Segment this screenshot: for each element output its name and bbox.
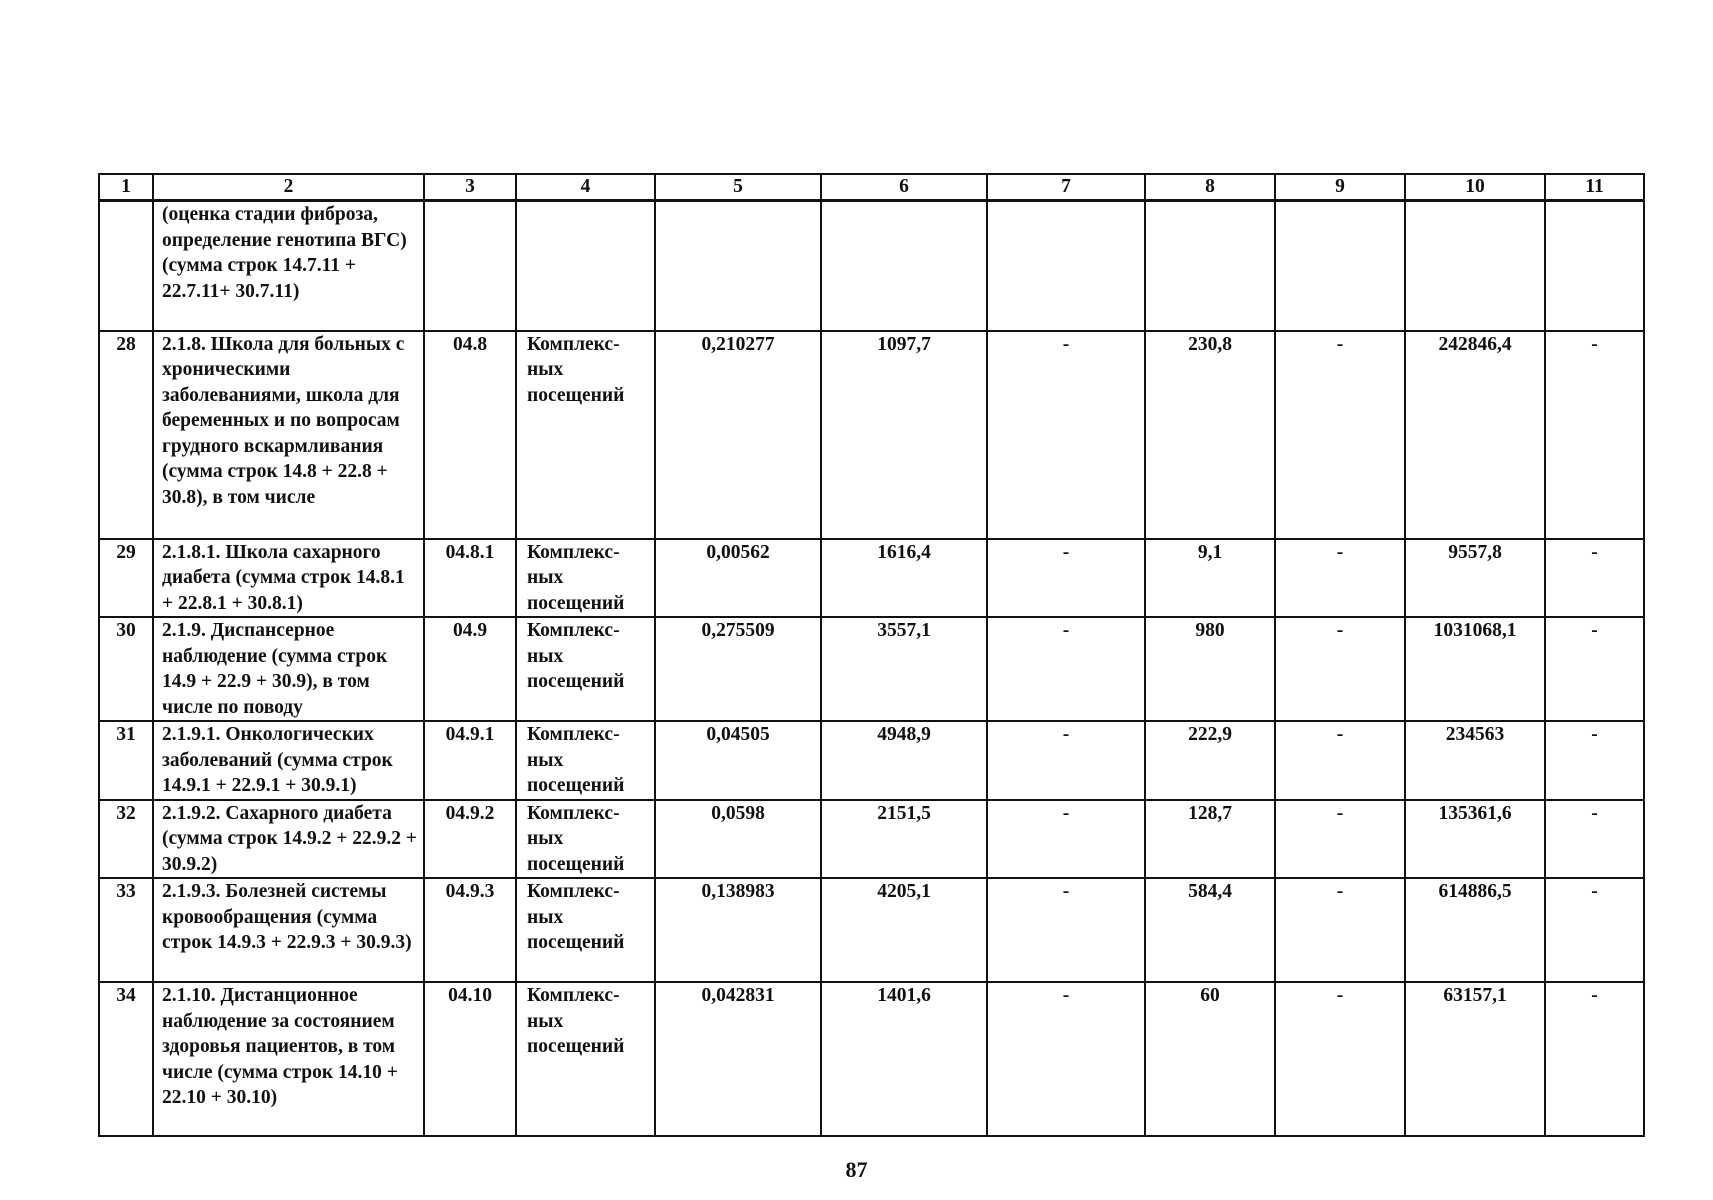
cell-col9: - <box>1275 539 1405 618</box>
cell-col6: 2151,5 <box>821 800 987 879</box>
cell-col10: 135361,6 <box>1405 800 1545 879</box>
row-description: 2.1.9.2. Сахарного диабета (сумма строк 14.9.2 + 22.9.2 + 30.9.2) <box>153 800 424 879</box>
cell-col7: - <box>987 331 1145 539</box>
row-number: 34 <box>99 982 153 1136</box>
cell-col10: 242846,4 <box>1405 331 1545 539</box>
cell-col5 <box>655 201 821 331</box>
cell-col5: 0,00562 <box>655 539 821 618</box>
cell-col10 <box>1405 201 1545 331</box>
cell-col5: 0,0598 <box>655 800 821 879</box>
table-row <box>99 878 1644 982</box>
cell-col11: - <box>1545 539 1644 618</box>
cell-col11: - <box>1545 982 1644 1136</box>
cell-col8: 230,8 <box>1145 331 1275 539</box>
row-code: 04.9.1 <box>424 721 516 800</box>
cell-col11: - <box>1545 331 1644 539</box>
cell-col7 <box>987 201 1145 331</box>
cell-col5: 0,042831 <box>655 982 821 1136</box>
cell-col6: 3557,1 <box>821 617 987 721</box>
cell-col9: - <box>1275 878 1405 982</box>
page-number: 87 <box>845 1157 868 1182</box>
cell-col8: 222,9 <box>1145 721 1275 800</box>
row-unit: Комплекс-ных посещений <box>516 721 655 800</box>
row-unit: Комплекс-ных посещений <box>516 539 655 618</box>
column-header: 6 <box>821 174 987 201</box>
column-header: 8 <box>1145 174 1275 201</box>
row-code: 04.10 <box>424 982 516 1136</box>
column-header: 4 <box>516 174 655 201</box>
row-description: (оценка стадии фиброза, определение генотипа ВГС) (сумма строк 14.7.11 + 22.7.11+ 30.7.11) <box>153 201 424 331</box>
row-description: 2.1.9. Диспансерное наблюдение (сумма строк 14.9 + 22.9 + 30.9), в том числе по поводу <box>153 617 424 721</box>
row-code: 04.9.2 <box>424 800 516 879</box>
cell-col9: - <box>1275 721 1405 800</box>
row-unit: Комплекс-ных посещений <box>516 800 655 879</box>
row-description: 2.1.9.3. Болезней системы кровообращения (сумма строк 14.9.3 + 22.9.3 + 30.9.3) <box>153 878 424 982</box>
cell-col9: - <box>1275 617 1405 721</box>
column-header: 9 <box>1275 174 1405 201</box>
row-description: 2.1.8. Школа для больных с хроническими заболеваниями, школа для беременных и по вопросам грудного вскармливания (сумма строк 14.8 + 22.8 + 30.8), в том числе <box>153 331 424 539</box>
cell-col6: 1097,7 <box>821 331 987 539</box>
cell-col7: - <box>987 800 1145 879</box>
cell-col9: - <box>1275 800 1405 879</box>
row-code: 04.9.3 <box>424 878 516 982</box>
cell-col5: 0,275509 <box>655 617 821 721</box>
cell-col8: 980 <box>1145 617 1275 721</box>
row-code: 04.8 <box>424 331 516 539</box>
column-header: 1 <box>99 174 153 201</box>
table-row <box>99 331 1644 539</box>
cell-col6: 1616,4 <box>821 539 987 618</box>
row-number: 33 <box>99 878 153 982</box>
row-unit: Комплекс-ных посещений <box>516 331 655 539</box>
cell-col10: 1031068,1 <box>1405 617 1545 721</box>
cell-col7: - <box>987 982 1145 1136</box>
cell-col8: 584,4 <box>1145 878 1275 982</box>
data-table <box>98 173 1645 1137</box>
cell-col7: - <box>987 617 1145 721</box>
cell-col6: 1401,6 <box>821 982 987 1136</box>
cell-col10: 234563 <box>1405 721 1545 800</box>
row-number: 30 <box>99 617 153 721</box>
cell-col8 <box>1145 201 1275 331</box>
cell-col11: - <box>1545 800 1644 879</box>
column-header: 10 <box>1405 174 1545 201</box>
row-unit <box>516 201 655 331</box>
row-number: 29 <box>99 539 153 618</box>
cell-col5: 0,210277 <box>655 331 821 539</box>
row-description: 2.1.9.1. Онкологических заболеваний (сумма строк 14.9.1 + 22.9.1 + 30.9.1) <box>153 721 424 800</box>
row-number: 28 <box>99 331 153 539</box>
column-header: 2 <box>153 174 424 201</box>
cell-col9 <box>1275 201 1405 331</box>
row-number <box>99 201 153 331</box>
cell-col8: 60 <box>1145 982 1275 1136</box>
cell-col5: 0,04505 <box>655 721 821 800</box>
column-header: 11 <box>1545 174 1644 201</box>
row-number: 32 <box>99 800 153 879</box>
cell-col7: - <box>987 539 1145 618</box>
cell-col10: 63157,1 <box>1405 982 1545 1136</box>
cell-col11: - <box>1545 721 1644 800</box>
cell-col6: 4948,9 <box>821 721 987 800</box>
row-unit: Комплекс-ных посещений <box>516 982 655 1136</box>
row-unit: Комплекс-ных посещений <box>516 617 655 721</box>
cell-col11: - <box>1545 617 1644 721</box>
cell-col9: - <box>1275 982 1405 1136</box>
table-row <box>99 721 1644 800</box>
table-row <box>99 800 1644 879</box>
column-header: 7 <box>987 174 1145 201</box>
row-description: 2.1.8.1. Школа сахарного диабета (сумма строк 14.8.1 + 22.8.1 + 30.8.1) <box>153 539 424 618</box>
row-description: 2.1.10. Дистанционное наблюдение за состоянием здоровья пациентов, в том числе (сумма строк 14.10 + 22.10 + 30.10) <box>153 982 424 1136</box>
cell-col9: - <box>1275 331 1405 539</box>
cell-col8: 9,1 <box>1145 539 1275 618</box>
cell-col6: 4205,1 <box>821 878 987 982</box>
cell-col10: 614886,5 <box>1405 878 1545 982</box>
table-row <box>99 982 1644 1136</box>
table-row <box>99 201 1644 331</box>
cell-col11: - <box>1545 878 1644 982</box>
row-code: 04.9 <box>424 617 516 721</box>
cell-col7: - <box>987 721 1145 800</box>
column-header: 5 <box>655 174 821 201</box>
cell-col5: 0,138983 <box>655 878 821 982</box>
row-code: 04.8.1 <box>424 539 516 618</box>
cell-col7: - <box>987 878 1145 982</box>
cell-col11 <box>1545 201 1644 331</box>
column-header: 3 <box>424 174 516 201</box>
table-row <box>99 539 1644 618</box>
row-number: 31 <box>99 721 153 800</box>
row-code <box>424 201 516 331</box>
cell-col8: 128,7 <box>1145 800 1275 879</box>
row-unit: Комплекс-ных посещений <box>516 878 655 982</box>
cell-col10: 9557,8 <box>1405 539 1545 618</box>
table-header-row <box>99 174 1644 201</box>
table-row <box>99 617 1644 721</box>
cell-col6 <box>821 201 987 331</box>
